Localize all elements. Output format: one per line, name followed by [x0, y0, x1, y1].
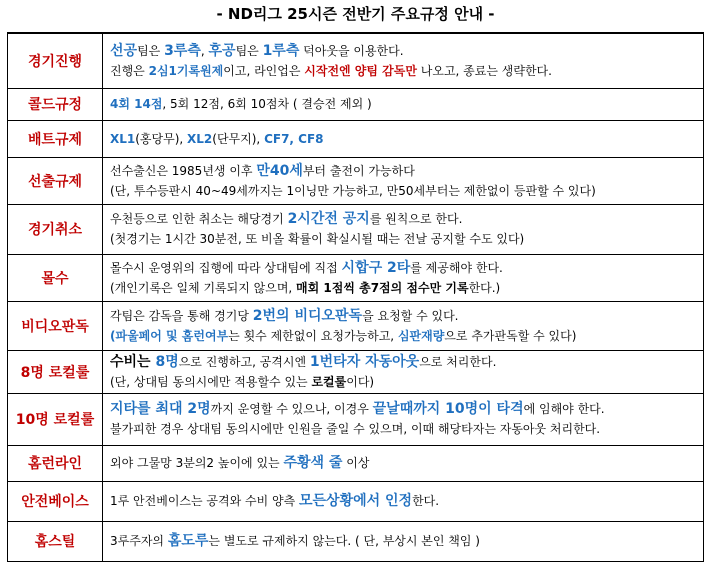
rule-text: 시합구 2타 [341, 259, 411, 276]
rule-category: 선출규제 [8, 157, 103, 204]
rule-description [103, 445, 704, 481]
rule-text: XL1 [110, 131, 136, 146]
rule-text: 을 요청할 수 있다. [362, 308, 459, 323]
rule-text: 까지 운영할 수 있으나, 이경우 [210, 402, 373, 416]
rule-text: 덕아웃을 이용한다. [299, 43, 404, 58]
rule-text: 는 횟수 제한없이 요청가능하고, [228, 328, 398, 343]
rule-category: 몰수 [8, 254, 103, 301]
rule-text: 한다.) [468, 280, 501, 295]
rules-table [7, 32, 704, 562]
rule-row [8, 445, 704, 481]
rule-row [8, 33, 704, 88]
rule-text: 시작전엔 양팀 감독만 [304, 63, 417, 78]
rule-category: 홈런라인 [8, 445, 103, 481]
rule-text: (개인기록은 일체 기록되지 않으며, [110, 280, 297, 295]
rule-description [103, 33, 704, 88]
rule-category: 경기진행 [8, 33, 103, 88]
rule-text: 우천등으로 인한 취소는 해당경기 [110, 212, 288, 226]
rule-text: 2시간전 공지 [287, 211, 370, 227]
rule-row [8, 157, 704, 204]
rule-text: 팀은 [137, 43, 165, 58]
rule-text: 외야 그물망 3분의2 높이에 있는 [110, 456, 284, 470]
rule-description [103, 157, 704, 204]
rule-category: 안전베이스 [8, 481, 103, 521]
rule-text: 부터 출전이 가능하다 [302, 163, 415, 178]
rule-text: 이상 [342, 456, 370, 470]
rule-text: 한다. [412, 494, 440, 508]
rule-line [110, 229, 703, 249]
rule-text: 끝날때까지 10명이 타격 [372, 401, 524, 417]
rule-row [8, 204, 704, 254]
rule-line [110, 326, 703, 346]
rule-line [110, 94, 703, 114]
rule-text: 로컬룰 [311, 374, 347, 389]
rule-text: 1번타자 자동아웃 [309, 353, 420, 370]
rule-text: , 5회 12점, 6회 10점차 ( 결승전 제외 ) [162, 97, 372, 111]
rule-description [103, 301, 704, 350]
rule-text: 8명 [155, 353, 179, 370]
rule-row [8, 301, 704, 350]
rule-line [110, 61, 703, 81]
rule-text: (첫경기는 1시간 30분전, 또 비올 확률이 확실시될 때는 전날 공지할 수도 있다) [110, 232, 525, 246]
rule-category: 비디오판독 [8, 301, 103, 350]
rule-category: 경기취소 [8, 204, 103, 254]
rule-line [110, 419, 703, 439]
rule-description [103, 393, 704, 445]
rule-text: 모든상황에서 인정 [299, 493, 413, 509]
rule-description [103, 350, 704, 393]
rule-text: 선공 [110, 42, 138, 59]
rule-text: 2번의 비디오판독 [252, 307, 363, 324]
rule-description [103, 521, 704, 561]
rule-text: 주황색 줄 [283, 455, 343, 471]
rule-line [110, 278, 703, 298]
rule-line [110, 491, 703, 511]
rule-text: 이고, 라인업은 [223, 63, 305, 78]
rule-text: (홍당무), [135, 131, 188, 146]
rule-line [110, 209, 703, 229]
rule-text: 팀은 [235, 43, 263, 58]
rule-text: 몰수시 운영위의 집행에 따라 상대팀에 직접 [110, 260, 342, 275]
rule-text: 으로 처리한다. [419, 354, 497, 369]
rule-text: (단무지), [212, 131, 265, 146]
rule-line [110, 306, 703, 326]
rule-text: 3루측 [164, 42, 201, 59]
rule-row [8, 254, 704, 301]
rule-text: 나오고, 종료는 생략한다. [416, 63, 552, 78]
rule-description [103, 88, 704, 120]
rule-line [110, 372, 703, 392]
rule-text: 홈도루 [167, 533, 209, 549]
rule-text: 에 임해야 한다. [523, 402, 605, 416]
rule-text: 4회 14점 [110, 97, 163, 111]
rule-text: (단, 투수등판시 40~49세까지는 1이닝만 가능하고, 만50세부터는 제한없이 등판할 수 있다) [110, 183, 596, 198]
rule-row [8, 481, 704, 521]
rule-text: (파울페어 및 홈런여부 [110, 328, 229, 343]
rule-description [103, 481, 704, 521]
rule-text: 1루측 [262, 42, 300, 59]
rule-text: 으로 진행하고, 공격시엔 [178, 354, 310, 369]
rule-text: , [200, 43, 209, 58]
rule-text: 를 원칙으로 한다. [369, 212, 463, 226]
rule-category: 콜드규정 [8, 88, 103, 120]
rule-description [103, 204, 704, 254]
rule-text: 수비는 [110, 353, 156, 370]
rule-category: 10명 로컬룰 [8, 393, 103, 445]
rule-row [8, 350, 704, 393]
rule-text: 후공 [208, 42, 236, 59]
rule-row [8, 521, 704, 561]
rule-category: 홈스틸 [8, 521, 103, 561]
rule-row [8, 393, 704, 445]
rule-text: 으로 추가판독할 수 있다) [444, 328, 577, 343]
rule-text: 1루 안전베이스는 공격와 수비 양측 [110, 494, 299, 508]
rule-description [103, 254, 704, 301]
rule-text: 선수출신은 1985년생 이후 [110, 163, 257, 178]
rule-line [110, 181, 703, 201]
rule-text: 각팀은 감독을 통해 경기당 [110, 308, 253, 323]
rule-text: 를 제공해야 한다. [410, 260, 503, 275]
rule-row [8, 88, 704, 120]
rule-line [110, 258, 703, 278]
rule-line [110, 41, 703, 61]
rule-description [103, 120, 704, 157]
rule-text: 만40세 [256, 162, 303, 179]
rule-text: XL2 [187, 131, 213, 146]
rule-text: 2심1기록원제 [148, 63, 224, 78]
rule-text: CF7, CF8 [264, 131, 324, 146]
rule-text: 는 별도로 규제하지 않는다. ( 단, 부상시 본인 책임 ) [208, 534, 480, 548]
rule-line [110, 129, 703, 149]
rule-line [110, 161, 703, 181]
rule-line [110, 531, 703, 551]
rule-text: 이다) [346, 374, 375, 389]
rule-text: 심판재량 [397, 328, 445, 343]
rule-text: 진행은 [110, 63, 149, 78]
rule-text: (단, 상대팀 동의시에만 적용할수 있는 [110, 374, 312, 389]
rule-text: 불가피한 경우 상대팀 동의시에만 인원을 줄일 수 있으며, 이때 해당타자는 자동아웃 처리한다. [110, 422, 601, 436]
rule-line [110, 399, 703, 419]
rule-line [110, 453, 703, 473]
rule-line [110, 352, 703, 372]
rule-text: 지타를 최대 2명 [110, 401, 211, 417]
rule-text: 3루주자의 [110, 534, 168, 548]
rule-category: 배트규제 [8, 120, 103, 157]
rule-text: 매회 1점씩 총7점의 점수만 기록 [296, 280, 469, 295]
page-title: - ND리그 25시즌 전반기 주요규정 안내 - [216, 5, 495, 23]
rule-category: 8명 로컬룰 [8, 350, 103, 393]
rule-row [8, 120, 704, 157]
